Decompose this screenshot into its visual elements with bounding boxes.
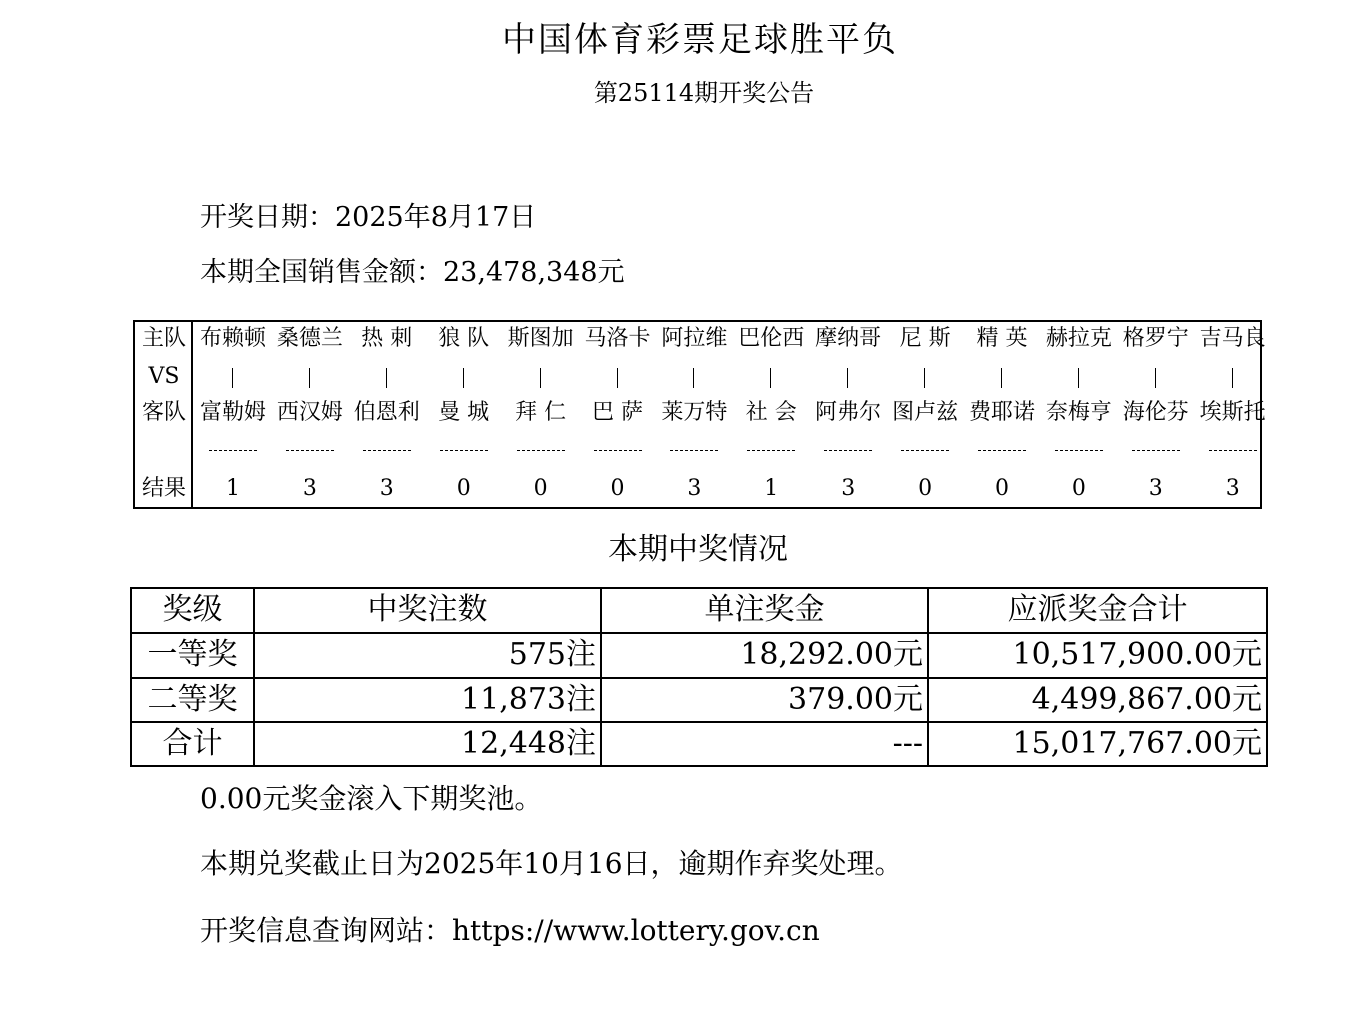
dash-separator [901, 450, 949, 451]
second-prize-total: 4,499,867.00元 [1031, 682, 1262, 717]
match-column [272, 322, 348, 507]
second-prize-count: 11,873注 [461, 682, 596, 717]
away-team: 拜 仁 [515, 400, 567, 425]
match-result: 0 [995, 476, 1009, 501]
result-label: 结果 [141, 476, 186, 501]
match-column [580, 322, 656, 507]
match-table [133, 320, 1266, 509]
vs-separator [386, 368, 387, 388]
deadline-note: 本期兑奖截止日为2025年10月16日，逾期作弃奖处理。 [200, 847, 903, 880]
prize-section-title: 本期中奖情况 [608, 532, 788, 567]
home-team: 阿拉维 [661, 326, 728, 351]
home-team: 桑德兰 [276, 326, 343, 351]
header-level: 奖级 [162, 592, 223, 627]
first-prize-count: 575注 [508, 637, 596, 672]
vs-separator [1155, 368, 1156, 388]
match-column [887, 322, 963, 507]
away-team: 伯恩利 [353, 400, 420, 425]
match-result: 0 [918, 476, 933, 501]
match-row-labels [135, 322, 193, 507]
match-column [810, 322, 886, 507]
website-note: 开奖信息查询网站：https://www.lottery.gov.cn [200, 914, 820, 947]
home-team: 布赖顿 [199, 326, 266, 351]
match-column [426, 322, 502, 507]
match-result: 3 [687, 476, 702, 501]
away-team: 莱万特 [661, 400, 728, 425]
dash-separator [1209, 450, 1257, 451]
away-team: 社 会 [745, 400, 797, 425]
match-result: 0 [533, 476, 548, 501]
header-unit-prize: 单注奖金 [704, 592, 825, 627]
dash-separator [670, 450, 718, 451]
vs-separator [770, 368, 771, 388]
vs-separator [924, 368, 925, 388]
home-team: 精 英 [976, 326, 1028, 351]
match-column [964, 322, 1040, 507]
match-column [1041, 322, 1117, 507]
match-column [1118, 322, 1194, 507]
match-result: 1 [764, 476, 779, 501]
dash-separator [978, 450, 1026, 451]
home-team: 马洛卡 [584, 326, 651, 351]
dash-separator [747, 450, 795, 451]
match-column [195, 322, 271, 507]
away-team-label: 客队 [141, 400, 186, 425]
total-prize-sum: 15,017,767.00元 [1012, 726, 1262, 761]
page-title: 中国体育彩票足球胜平负 [502, 20, 898, 60]
match-result: 0 [1071, 476, 1086, 501]
home-team: 赫拉克 [1045, 326, 1112, 351]
match-column [733, 322, 809, 507]
away-team: 阿弗尔 [815, 400, 882, 425]
dash-separator [1132, 450, 1180, 451]
away-team: 富勒姆 [199, 400, 266, 425]
match-column [349, 322, 425, 507]
away-team: 奈梅亨 [1045, 400, 1112, 425]
vs-separator [540, 368, 541, 388]
vs-label: VS [148, 364, 180, 389]
first-prize-level: 一等奖 [147, 637, 238, 672]
match-result: 1 [226, 476, 240, 501]
match-column [1195, 322, 1271, 507]
home-team: 巴伦西 [738, 326, 805, 351]
second-prize-unit: 379.00元 [788, 682, 923, 717]
dash-separator [517, 450, 565, 451]
dash-separator [1055, 450, 1103, 451]
issue-subtitle: 第25114期开奖公告 [593, 79, 815, 107]
away-team: 埃斯托 [1199, 400, 1266, 425]
dash-separator [594, 450, 642, 451]
away-team: 曼 城 [438, 400, 490, 425]
home-team-label: 主队 [141, 326, 186, 351]
vs-separator [693, 368, 694, 388]
away-team: 巴 萨 [592, 400, 643, 425]
away-team: 海伦芬 [1122, 400, 1189, 425]
second-prize-level: 二等奖 [147, 682, 238, 717]
dash-separator [440, 450, 488, 451]
dash-separator [209, 450, 257, 451]
prize-table [130, 587, 1268, 767]
vs-separator [847, 368, 848, 388]
home-team: 热 刺 [361, 326, 413, 351]
match-result: 0 [610, 476, 625, 501]
dash-separator [824, 450, 872, 451]
home-team: 斯图加 [507, 326, 574, 351]
match-result: 3 [302, 476, 317, 501]
first-prize-total: 10,517,900.00元 [1012, 637, 1262, 672]
away-team: 西汉姆 [276, 400, 343, 425]
dash-separator [286, 450, 334, 451]
vs-separator [617, 368, 618, 388]
match-result: 3 [379, 476, 394, 501]
match-column [656, 322, 732, 507]
match-column [503, 322, 579, 507]
match-result: 3 [841, 476, 856, 501]
first-prize-unit: 18,292.00元 [740, 637, 923, 672]
sales-amount: 本期全国销售金额：23,478,348元 [200, 257, 625, 288]
header-count: 中奖注数 [367, 592, 488, 627]
home-team: 格罗宁 [1122, 326, 1189, 351]
vs-separator [1232, 368, 1233, 388]
vs-separator [232, 368, 233, 388]
away-team: 图卢兹 [892, 400, 959, 425]
dash-separator [363, 450, 411, 451]
match-result: 3 [1225, 476, 1240, 501]
home-team: 尼 斯 [899, 326, 951, 351]
rollover-note: 0.00元奖金滚入下期奖池。 [200, 782, 543, 815]
header-total-prize: 应派奖金合计 [1007, 592, 1188, 627]
vs-separator [463, 368, 464, 388]
match-result: 3 [1148, 476, 1163, 501]
home-team: 摩纳哥 [815, 326, 882, 351]
vs-separator [1078, 368, 1079, 388]
away-team: 费耶诺 [968, 400, 1035, 425]
home-team: 狼 队 [438, 326, 490, 351]
draw-date: 开奖日期：2025年8月17日 [200, 202, 537, 233]
total-unit: --- [892, 726, 923, 761]
vs-separator [1001, 368, 1002, 388]
home-team: 吉马良 [1199, 326, 1266, 351]
total-level: 合计 [162, 726, 223, 761]
total-count: 12,448注 [461, 726, 596, 761]
match-result: 0 [456, 476, 471, 501]
vs-separator [309, 368, 310, 388]
